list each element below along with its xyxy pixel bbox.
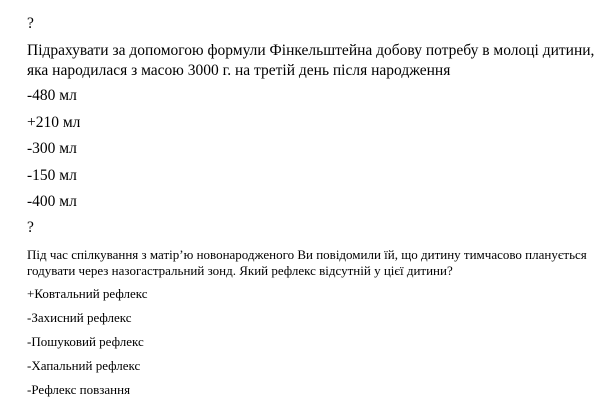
question-2-option-4: -Хапальний рефлекс	[27, 358, 141, 373]
question-2-option-2: -Захисний рефлекс	[27, 310, 132, 325]
question-1-text: Підрахувати за допомогою формули Фінкельштейна добову потребу в молоці дитини, яка народилася з масою 3000 г. на третій день після народження	[27, 42, 595, 79]
question-1-marker: ?	[27, 15, 34, 32]
question-1-option-4: -150 мл	[27, 167, 77, 184]
question-2-option-5: -Рефлекс повзання	[27, 382, 131, 397]
question-1-option-3: -300 мл	[27, 140, 77, 157]
question-2-option-3: -Пошуковий рефлекс	[27, 334, 144, 349]
question-1-option-1: -480 мл	[27, 87, 77, 104]
question-1-option-5: -400 мл	[27, 193, 77, 210]
question-1-option-2: +210 мл	[27, 114, 81, 131]
question-2-text: Під час спілкування з матір’ю новонародженого Ви повідомили їй, що дитину тимчасово планується годувати через назогастральний зонд. Який рефлекс відсутній у цієї дитини?	[27, 247, 587, 278]
question-2-marker: ?	[27, 219, 34, 236]
question-2-option-1: +Ковтальний рефлекс	[27, 286, 148, 301]
